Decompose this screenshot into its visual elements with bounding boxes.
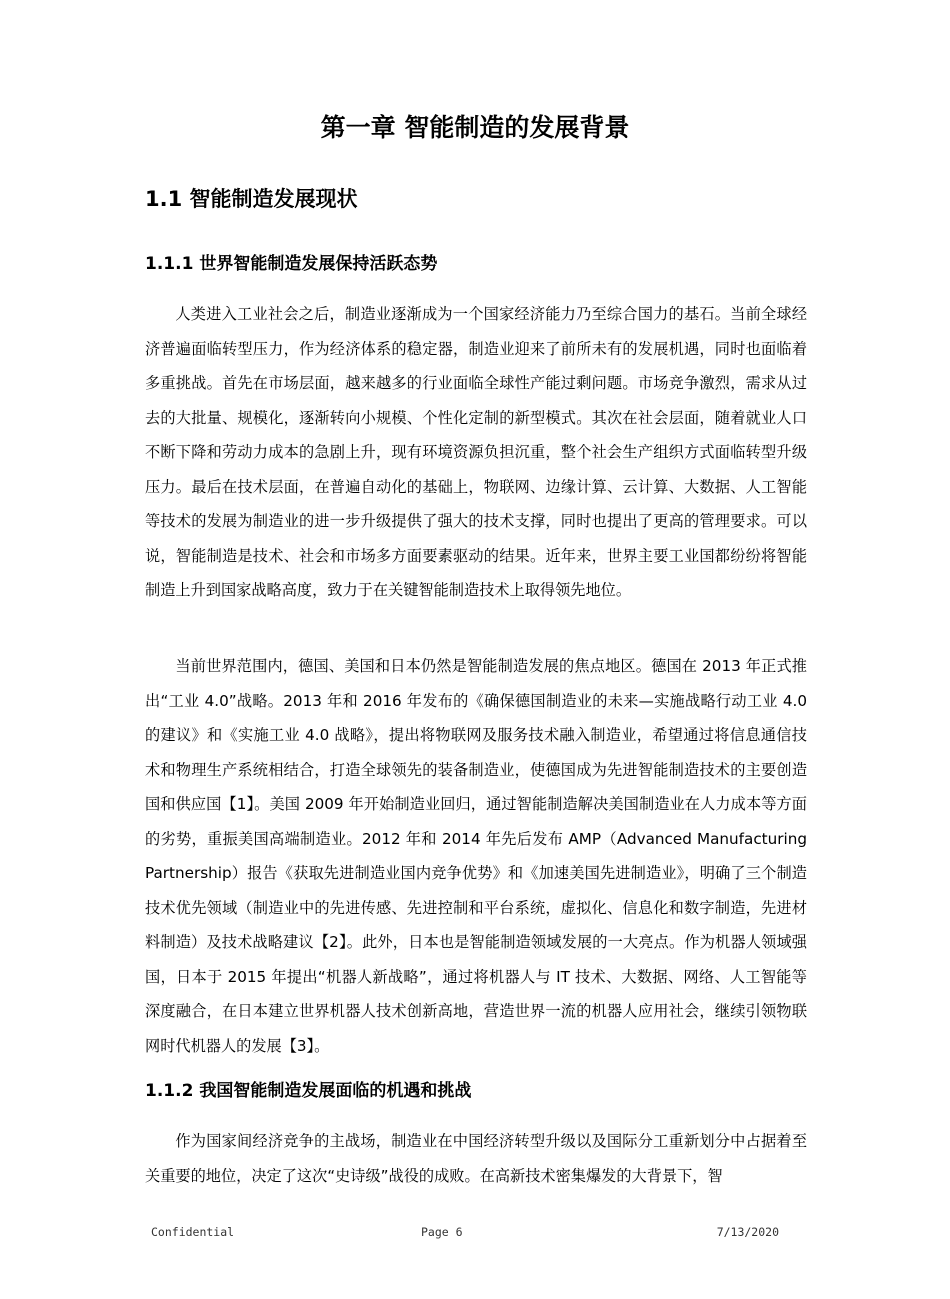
footer-date: 7/13/2020 [716, 1225, 779, 1239]
body-paragraph: 当前世界范围内，德国、美国和日本仍然是智能制造发展的焦点地区。德国在 2013 年正式推出“工业 4.0”战略。2013 年和 2016 年发布的《确保德国制造业的未来—实施战略行动工业 4.0 的建议》和《实施工业 4.0 战略》，提出将物联网及服务技术融入制造业，希望通过将信息通信技术和物理生产系统相结合，打造全球领先的装备制造业，使德国成为先进智能制造技术的主要创造国和供应国【1】。美国 2009 年开始制造业回归，通过智能制造解决美国制造业在人力成本等方面的劣势，重振美国高端制造业。2012 年和 2014 年先后发布 AMP（Advanced Manufacturing Partnership）报告《获取先进制造业国内竞争优势》和《加速美国先进制造业》，明确了三个制造技术优先领域（制造业中的先进传感、先进控制和平台系统，虚拟化、信息化和数字制造，先进材料制造）及技术战略建议【2】。此外，日本也是智能制造领域发展的一大亮点。作为机器人领域强国，日本于 2015 年提出“机器人新战略”，通过将机器人与 IT 技术、大数据、网络、人工智能等深度融合，在日本建立世界机器人技术创新高地，营造世界一流的机器人应用社会，继续引领物联网时代机器人的发展【3】。 [145, 657, 807, 1055]
subsection-title-1-1-2: 1.1.2 我国智能制造发展面临的机遇和挑战 [145, 1081, 472, 1101]
body-paragraph: 作为国家间经济竞争的主战场，制造业在中国经济转型升级以及国际分工重新划分中占据着至关重要的地位，决定了这次“史诗级”战役的成败。在高新技术密集爆发的大背景下，智 [145, 1132, 807, 1185]
body-paragraph: 人类进入工业社会之后，制造业逐渐成为一个国家经济能力乃至综合国力的基石。当前全球经济普遍面临转型压力，作为经济体系的稳定器，制造业迎来了前所未有的发展机遇，同时也面临着多重挑战。首先在市场层面，越来越多的行业面临全球性产能过剩问题。市场竞争激烈，需求从过去的大批量、规模化，逐渐转向小规模、个性化定制的新型模式。其次在社会层面，随着就业人口不断下降和劳动力成本的急剧上升，现有环境资源负担沉重，整个社会生产组织方式面临转型升级压力。最后在技术层面，在普遍自动化的基础上，物联网、边缘计算、云计算、大数据、人工智能等技术的发展为制造业的进一步升级提供了强大的技术支撑，同时也提出了更高的管理要求。可以说，智能制造是技术、社会和市场多方面要素驱动的结果。近年来，世界主要工业国都纷纷将智能制造上升到国家战略高度，致力于在关键智能制造技术上取得领先地位。 [145, 305, 807, 599]
section-title: 1.1 智能制造发展现状 [145, 187, 358, 211]
footer-page-number: Page 6 [421, 1225, 463, 1239]
page-footer [151, 1225, 779, 1243]
chapter-title: 第一章 智能制造的发展背景 [320, 113, 630, 142]
subsection-title-1-1-1: 1.1.1 世界智能制造发展保持活跃态势 [145, 254, 438, 274]
footer-confidential: Confidential [151, 1225, 235, 1239]
